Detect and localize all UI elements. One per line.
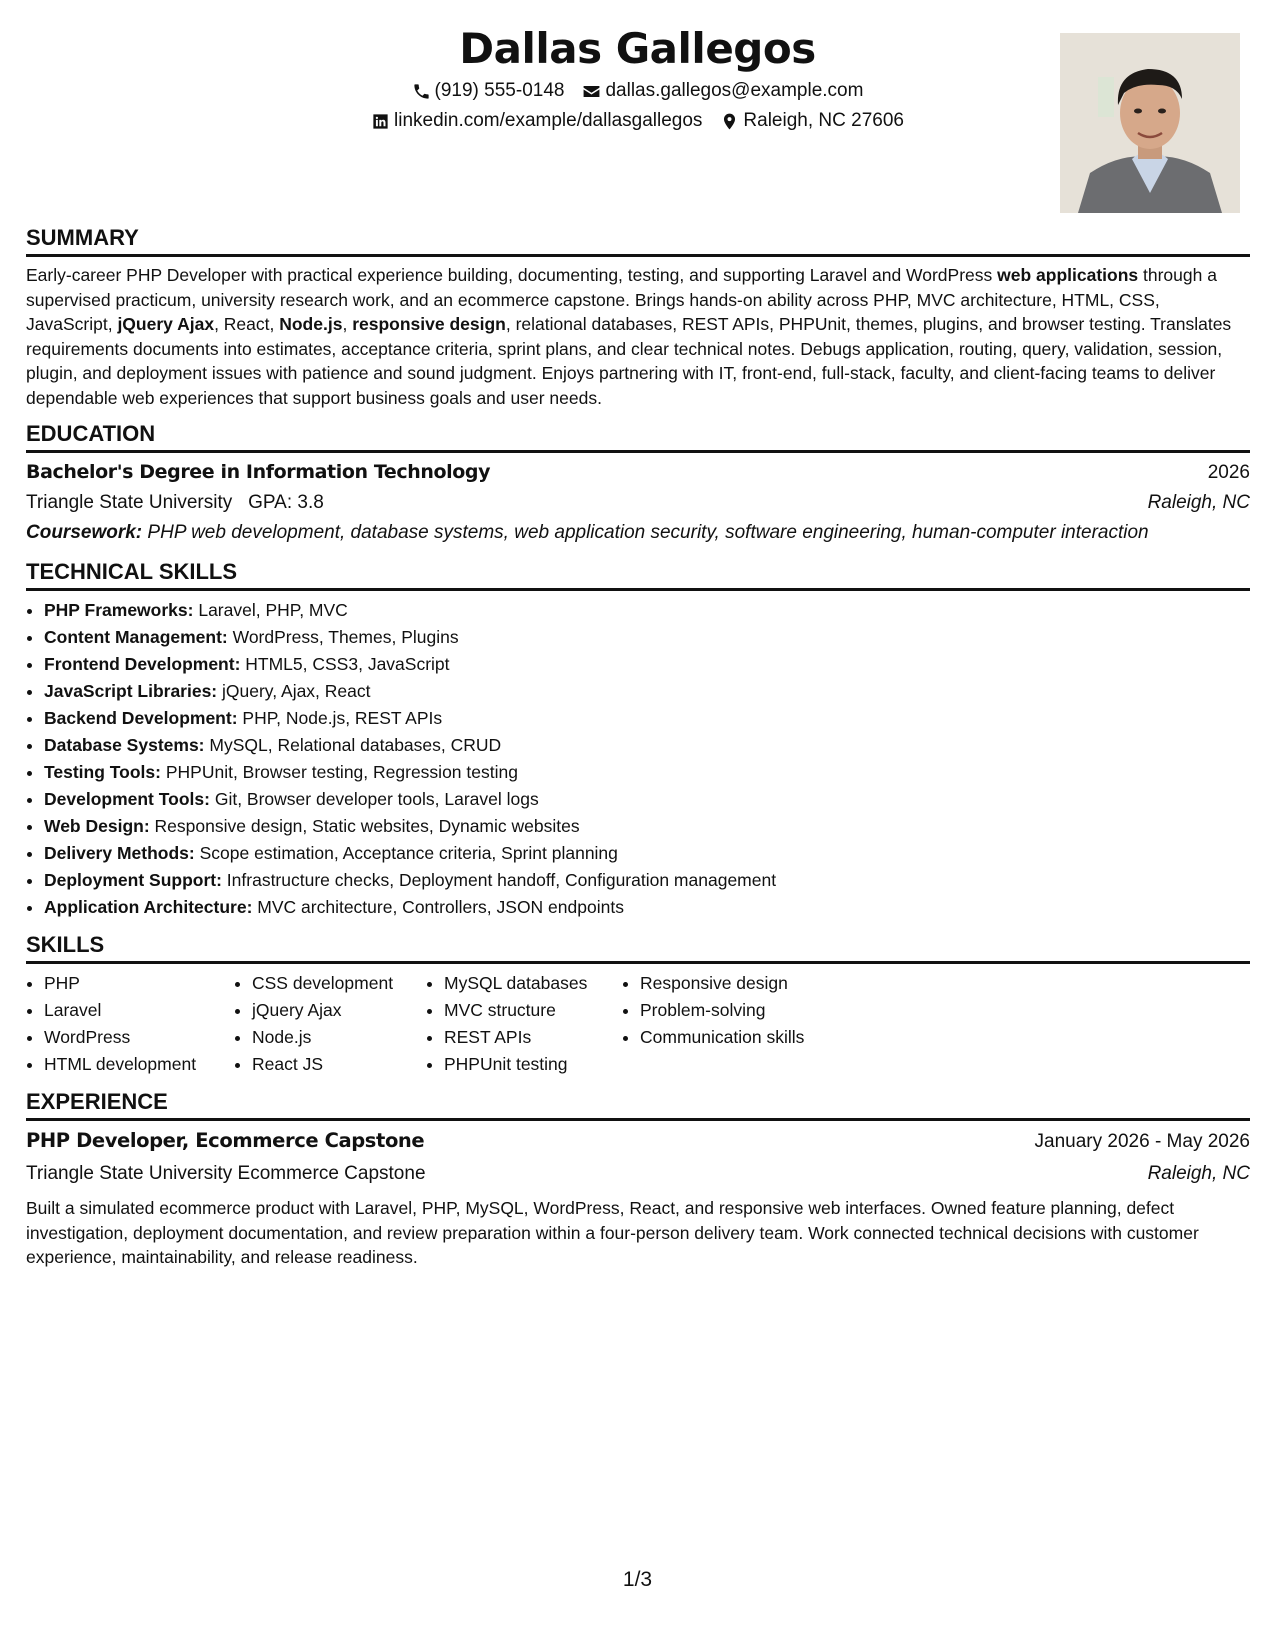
list-item: • HTML development (44, 1051, 234, 1078)
skill-category: PHP Frameworks: (44, 600, 194, 620)
list-item: • MVC structure (444, 997, 622, 1024)
phone-icon (412, 82, 431, 101)
skill-values: HTML5, CSS3, JavaScript (245, 654, 450, 674)
skill-category: Testing Tools: (44, 762, 161, 782)
map-pin-icon (720, 112, 739, 131)
profile-photo (1060, 33, 1240, 213)
summary-keyword: web applications (997, 265, 1139, 285)
job-title: PHP Developer, Ecommerce Capstone (26, 1129, 425, 1152)
list-item (44, 813, 1250, 840)
list-item (44, 759, 1250, 786)
portrait-illustration (1060, 33, 1240, 213)
coursework-label: Coursework: (26, 522, 143, 543)
summary-segment: , React, (214, 314, 280, 334)
skills-grid (26, 970, 1250, 1078)
list-item: • CSS development (252, 970, 426, 997)
summary-segment: Early-career PHP Developer with practical experience building, documenting, testing, and supporting Laravel and WordPress (26, 265, 998, 285)
skill-values: Responsive design, Static websites, Dynamic websites (154, 816, 580, 836)
skill-category: Delivery Methods: (44, 843, 195, 863)
education-heading: EDUCATION (26, 420, 1250, 453)
skill-values: PHPUnit, Browser testing, Regression testing (165, 762, 518, 782)
technical-skills-list (26, 597, 1250, 921)
job-description: Built a simulated ecommerce product with Laravel, PHP, MySQL, WordPress, React, and responsive web interfaces. Owned feature planning, defect investigation, deployment documentation, and review preparation within a four-person delivery team. Work connected technical decisions with customer experience, maintainability, and release readiness. (26, 1198, 1199, 1267)
skill-category: Web Design: (44, 816, 150, 836)
list-item (44, 597, 1250, 624)
skill-values: MVC architecture, Controllers, JSON endpoints (257, 897, 624, 917)
coursework-list: PHP web development, database systems, web application security, software engineering, human-computer interaction (147, 522, 1149, 543)
summary-segment: through a supervised practicum, university research work, and an ecommerce capstone. Brings hands-on ability across PHP, MVC architecture, HTML, CSS, JavaScript, (26, 265, 1217, 334)
email-text: dallas.gallegos@example.com (605, 80, 864, 101)
linkedin-contact[interactable] (371, 106, 702, 136)
list-item: • Node.js (252, 1024, 426, 1051)
linkedin-text: linkedin.com/example/dallasgallegos (394, 110, 703, 131)
list-item: • REST APIs (444, 1024, 622, 1051)
summary-keyword: responsive design (352, 314, 506, 334)
list-item (44, 732, 1250, 759)
list-item (44, 840, 1250, 867)
coursework-line (26, 518, 1250, 548)
summary-section (26, 224, 1250, 410)
list-item: • Communication skills (640, 1024, 860, 1051)
list-item (44, 624, 1250, 651)
list-item: • PHPUnit testing (444, 1051, 622, 1078)
skill-category: Backend Development: (44, 708, 238, 728)
skill-category: JavaScript Libraries: (44, 681, 218, 701)
location-text: Raleigh, NC 27606 (743, 110, 904, 131)
skill-values: Infrastructure checks, Deployment handoff, Configuration management (226, 870, 777, 890)
list-item: • React JS (252, 1051, 426, 1078)
graduation-year: 2026 (1207, 462, 1250, 483)
skills-column (426, 970, 622, 1078)
skill-values: MySQL, Relational databases, CRUD (209, 735, 502, 755)
education-section (26, 420, 1250, 548)
job-dates: January 2026 - May 2026 (1034, 1131, 1250, 1152)
skill-category: Content Management: (44, 627, 228, 647)
degree-title: Bachelor's Degree in Information Technology (26, 461, 491, 483)
technical-skills-heading: TECHNICAL SKILLS (26, 558, 1250, 591)
location-contact (720, 106, 904, 136)
skills-section (26, 931, 1250, 1078)
school-info (26, 488, 324, 518)
email-contact[interactable] (582, 76, 863, 106)
list-item: • Problem-solving (640, 997, 860, 1024)
summary-keyword: jQuery Ajax (117, 314, 215, 334)
list-item: • jQuery Ajax (252, 997, 426, 1024)
list-item: • WordPress (44, 1024, 234, 1051)
candidate-name: Dallas Gallegos (459, 24, 816, 73)
school-name: Triangle State University (26, 492, 233, 513)
skill-values: jQuery, Ajax, React (222, 681, 371, 701)
skill-category: Frontend Development: (44, 654, 241, 674)
skill-values: PHP, Node.js, REST APIs (242, 708, 443, 728)
envelope-icon (582, 82, 601, 101)
list-item (44, 894, 1250, 921)
list-item (44, 867, 1250, 894)
list-item (44, 705, 1250, 732)
list-item (44, 786, 1250, 813)
resume-content (26, 224, 1250, 1280)
list-item: • Laravel (44, 997, 234, 1024)
skill-category: Application Architecture: (44, 897, 253, 917)
experience-role-row (26, 1125, 1250, 1158)
skill-category: Database Systems: (44, 735, 205, 755)
list-item: • MySQL databases (444, 970, 622, 997)
experience-org-row (26, 1158, 1250, 1190)
skill-category: Development Tools: (44, 789, 210, 809)
job-location: Raleigh, NC (1147, 1163, 1250, 1184)
skill-values: WordPress, Themes, Plugins (232, 627, 459, 647)
organization: Triangle State University Ecommerce Capstone (26, 1163, 426, 1184)
skill-values: Laravel, PHP, MVC (198, 600, 348, 620)
list-item: • Responsive design (640, 970, 860, 997)
experience-section (26, 1088, 1250, 1270)
skills-heading: SKILLS (26, 931, 1250, 964)
skills-column (234, 970, 426, 1078)
gpa: GPA: 3.8 (248, 492, 324, 513)
list-item: • PHP (44, 970, 234, 997)
page-number: 1/3 (622, 1568, 653, 1591)
skill-values: Git, Browser developer tools, Laravel logs (214, 789, 539, 809)
skills-column (622, 970, 860, 1078)
summary-text (26, 263, 1250, 410)
education-school-row (26, 488, 1250, 518)
education-degree-row (26, 457, 1250, 488)
linkedin-icon (371, 112, 390, 131)
phone-contact[interactable] (412, 76, 565, 106)
experience-heading: EXPERIENCE (26, 1088, 1250, 1121)
school-location: Raleigh, NC (1147, 492, 1250, 513)
skill-category: Deployment Support: (44, 870, 222, 890)
skill-values: Scope estimation, Acceptance criteria, Sprint planning (199, 843, 618, 863)
list-item (44, 678, 1250, 705)
phone-text: (919) 555-0148 (434, 80, 565, 101)
summary-keyword: Node.js (279, 314, 343, 334)
list-item (44, 651, 1250, 678)
summary-segment: , relational databases, REST APIs, PHPUnit, themes, plugins, and browser testing. Translates requirements documents into estimates, acceptance criteria, sprint plans, and clear technical notes. Debugs application, routing, query, validation, session, plugin, and deployment issues with patience and sound judgment. Enjoys partnering with IT, front-end, full-stack, faculty, and client-facing teams to deliver dependable web experiences that support business goals and user needs. (26, 314, 1232, 408)
summary-segment: , (342, 314, 353, 334)
skills-column (26, 970, 234, 1078)
technical-skills-section (26, 558, 1250, 921)
summary-heading: SUMMARY (26, 224, 1250, 257)
